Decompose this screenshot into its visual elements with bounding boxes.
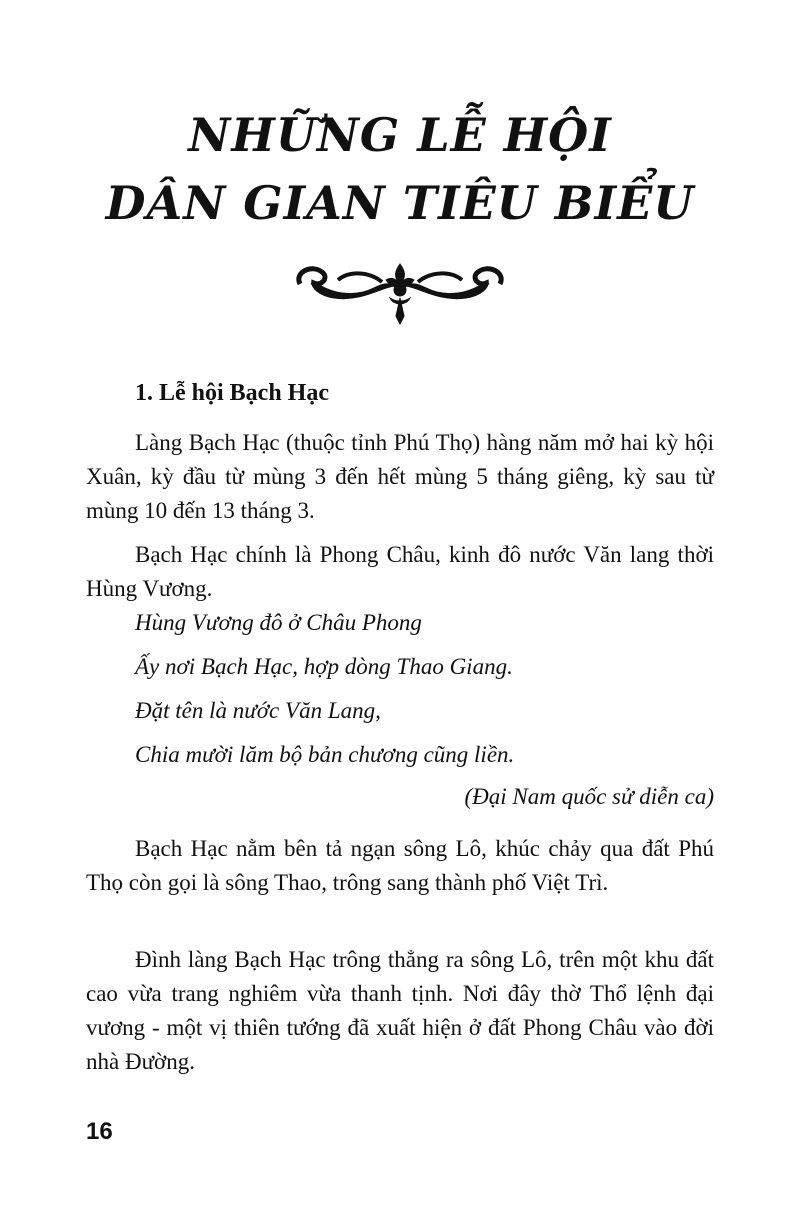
chapter-title-line-2: DÂN GIAN TIÊU BIỂU [105,176,695,230]
paragraph-text: Đình làng Bạch Hạc trông thẳng ra sông Lô, trên một khu đất cao vừa trang nghiêm vừa thanh tịnh. Nơi đây thờ Thổ lệnh đại vương - một vị thiên tướng đã xuất hiện ở đất Phong Châu vào đời nhà Đường. [86,947,714,1074]
verse-line-2: Ấy nơi Bạch Hạc, hợp dòng Thao Giang. [135,654,513,679]
verse-line-3: Đặt tên là nước Văn Lang, [135,698,381,723]
paragraph-text: Bạch Hạc nằm bên tả ngạn sông Lô, khúc chảy qua đất Phú Thọ còn gọi là sông Thao, trông sang thành phố Việt Trì. [86,836,714,895]
paragraph-4 [86,943,714,1079]
paragraph-3 [86,832,714,900]
floral-ornament-icon [290,258,510,330]
verse-source: (Đại Nam quốc sử diễn ca) [464,784,714,809]
section-heading: 1. Lễ hội Bạch Hạc [135,380,330,406]
paragraph-text: Bạch Hạc chính là Phong Châu, kinh đô nước Văn lang thời Hùng Vương. [86,542,714,601]
verse-line-1: Hùng Vương đô ở Châu Phong [135,610,422,635]
verse-line-4: Chia mười lăm bộ bản chương cũng liền. [135,742,515,767]
paragraph-2 [86,538,714,606]
page-number: 16 [86,1118,113,1145]
paragraph-1 [86,426,714,528]
paragraph-text: Làng Bạch Hạc (thuộc tỉnh Phú Thọ) hàng năm mở hai kỳ hội Xuân, kỳ đầu từ mùng 3 đến hết mùng 5 tháng giêng, kỳ sau từ mùng 10 đến 13 tháng 3. [86,430,714,523]
chapter-title-line-1: NHỮNG LỄ HỘI [188,108,612,162]
